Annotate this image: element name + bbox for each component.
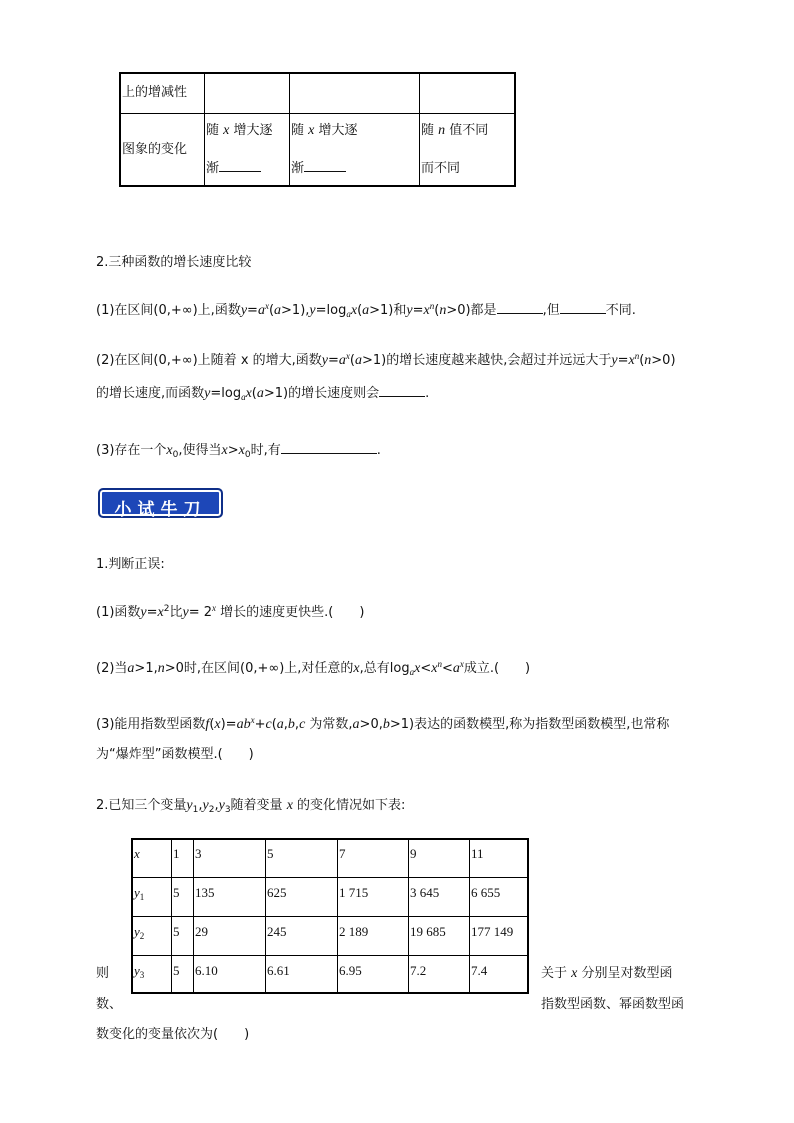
- question2-right-text-1: 关于 x 分别呈对数型函: [541, 966, 673, 981]
- table-cell: 177 149: [471, 924, 514, 939]
- cell-power-line2: 而不同: [421, 161, 461, 176]
- comparison-table: [119, 72, 516, 187]
- section2-item1: (1)在区间(0,+∞)上,函数$y=a^x(a>1),y=\log_ax(a>1)$和$y=x^n(n>0)$都是 ,但 不同.: [96, 301, 636, 319]
- cell-exp-line2: 渐: [206, 157, 261, 176]
- cell-log-line1: 随 x 增大逐: [291, 123, 358, 138]
- table-cell: 6.61: [267, 963, 290, 978]
- question2-left-text-1: 则: [96, 966, 110, 981]
- question2-right-text-2: 指数型函数、幂函数型函: [541, 997, 685, 1012]
- question1-item1: (1)函数$y=x^2$比$y= 2^x$ 增长的速度更快些.( ): [96, 603, 365, 620]
- table-cell: 7: [339, 846, 346, 861]
- table-cell: 5: [267, 846, 274, 861]
- badge-label: 小试牛刀: [114, 500, 207, 520]
- section-heading: 2.三种函数的增长速度比较: [96, 255, 252, 270]
- table-cell: 1 715: [339, 885, 369, 900]
- cell-log-line2: 渐: [291, 157, 346, 176]
- section2-item2-line2: 的增长速度,而函数$y=\log_ax(a>1)$的增长速度则会 .: [96, 386, 430, 402]
- table-cell: 9: [410, 846, 417, 861]
- row-label-monotonicity: 上的增减性: [122, 85, 188, 100]
- section2-item2-line1: (2)在区间(0,+∞)上随着 x 的增大,函数$y=a^x(a>1)$的增长速度越来越快,会超过并远远大于$y=x^n(n>0)$: [96, 351, 676, 368]
- table-cell: 135: [195, 885, 215, 900]
- cell-exp-line1: 随 x 增大逐: [206, 123, 273, 138]
- table-cell: 19 685: [410, 924, 446, 939]
- section-badge: [98, 488, 223, 518]
- question2-tail: 数变化的变量依次为( ): [96, 1027, 250, 1042]
- table-cell: 6.10: [195, 963, 218, 978]
- table-cell: 29: [195, 924, 208, 939]
- values-table: [131, 838, 529, 994]
- table-cell: 7.4: [471, 963, 488, 978]
- table-cell: 245: [267, 924, 287, 939]
- cell-power-line1: 随 n 值不同: [421, 123, 489, 138]
- table-cell: 3 645: [410, 885, 440, 900]
- table-cell: 11: [471, 846, 484, 861]
- table-cell: 3: [195, 846, 202, 861]
- table-cell: x: [134, 846, 140, 861]
- section2-item3: (3)存在一个$x_0$,使得当$x>x_0$时,有 .: [96, 443, 381, 460]
- table-cell: 625: [267, 885, 287, 900]
- question1-heading: 1.判断正误:: [96, 557, 165, 572]
- table-cell: 5: [173, 924, 180, 939]
- question1-item3-line1: (3)能用指数型函数$f(x)=ab^x+c(a,b,c$ 为常数,a>0,b>1)表达的函数模型,称为指数型函数模型,也常称: [96, 715, 670, 732]
- question2-left-text-2: 数、: [96, 997, 123, 1012]
- table-cell: 6 655: [471, 885, 501, 900]
- table-cell: 6.95: [339, 963, 362, 978]
- table-cell: 5: [173, 885, 180, 900]
- question1-item3-line2: 为“爆炸型”函数模型.( ): [96, 747, 254, 762]
- table-cell: 5: [173, 963, 180, 978]
- table-cell: 2 189: [339, 924, 369, 939]
- table-cell: $y_1$: [134, 885, 145, 902]
- table-cell: $y_3$: [134, 963, 145, 980]
- table-cell: 7.2: [410, 963, 427, 978]
- row-label-graph-change: 图象的变化: [122, 142, 188, 157]
- question2-heading: 2.已知三个变量$y_1,y_2,y_3$随着变量 x 的变化情况如下表:: [96, 798, 406, 815]
- question1-item2: (2)当a>1,n>0时,在区间(0,+∞)上,对任意的x,总有$\log_ax<x^n<a^x$成立.( ): [96, 659, 531, 677]
- table-cell: 1: [173, 846, 180, 861]
- table-cell: $y_2$: [134, 924, 145, 941]
